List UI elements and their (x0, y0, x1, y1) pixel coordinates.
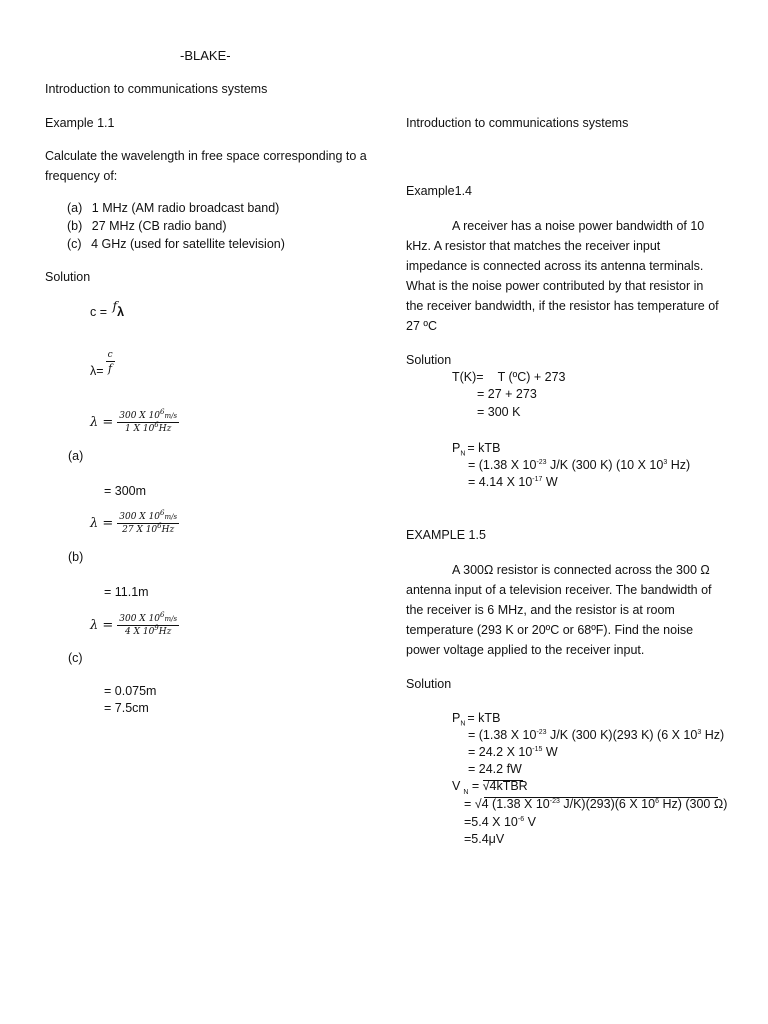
example-1-4-title: Example1.4 (406, 184, 473, 198)
fraction-part-a: λ = $\frac{300 X 10^6m/s}{1 X 10^6Hz}$ (90, 408, 178, 434)
part-c-label: (c) (68, 651, 83, 665)
temperature-conversion: T(K)= T (ºC) + 273 (452, 370, 566, 384)
example-1-5-problem: A 300Ω resistor is connected across the 300 Ω antenna input of a television receiver. The bandwidth of the receiver is 6 MHz, and the resistor is at room temperature (293 K or 20ºC or 68ºF). Find the noise power voltage applied to the receiver input. (406, 563, 712, 657)
radical-overline-formula (483, 780, 523, 781)
example-1-5-title: EXAMPLE 1.5 (406, 528, 486, 542)
noise-voltage-result: =5.4μV (464, 832, 505, 846)
example-1-4-problem: A receiver has a noise power bandwidth of 10 kHz. A resistor that matches the receiver input impedance is connected across its antenna terminals. What is the noise power contributed by that resistor in the receiver bandwidth, if the resistor has temperature of 27 ºC (406, 219, 719, 333)
list-item (67, 201, 279, 217)
noise-voltage-step-1: = √4 (1.38 X $10^{-23}$ J/K)(293)(6 X $10^6$ Hz) (300 Ω) (464, 797, 728, 811)
noise-power-formula-2: $P_N$ = kTB (452, 711, 501, 728)
noise-power-2-step-2: = 24.2 X $10^{-15}$ W (468, 745, 558, 759)
list-item-mark: (b) (67, 219, 83, 233)
list-item-mark: (c) (67, 237, 82, 251)
author-header: -BLAKE- (180, 48, 231, 63)
part-c-result-m: = 0.075m (104, 684, 157, 698)
example-1-5-solution-label: Solution (406, 677, 452, 691)
example-1-4-solution-label: Solution (406, 353, 452, 367)
fraction-part-c: λ = $\frac{300 X 10^6m/s}{4 X 10^9Hz}$ (90, 611, 178, 637)
part-a-label: (a) (68, 449, 84, 463)
left-subject-heading: Introduction to communications systems (45, 82, 268, 96)
left-solution-label: Solution (45, 270, 91, 284)
noise-power-formula: $P_N$ = kTB (452, 441, 501, 458)
noise-power-2-step-1: = (1.38 X $10^{-23}$ J/K (300 K)(293 K) (6 X $10^3$ Hz) (468, 728, 725, 742)
example-1-1-problem: Calculate the wavelength in free space corresponding to a frequency of: (45, 149, 367, 183)
fraction-part-b: λ = $\frac{300 X 10^6m/s}{27 X 10^6Hz}$ (90, 509, 178, 535)
equation-speed-of-light: c = fλ (90, 298, 125, 319)
noise-power-result: = 4.14 X $10^{-17}$ W (468, 475, 558, 489)
noise-voltage-step-2: =5.4 X $10^{-6}$ V (464, 815, 536, 829)
equation-wavelength: λ= c f (90, 349, 113, 378)
noise-voltage-formula: V $_N$ = √4kTBR (452, 779, 528, 796)
noise-power-step-1: = (1.38 X $10^{-23}$ J/K (300 K) (10 X $10^3$ Hz) (468, 458, 691, 472)
part-c-result-cm: = 7.5cm (104, 701, 149, 715)
list-item (67, 237, 285, 253)
list-item (67, 219, 227, 235)
list-item-mark: (a) (67, 201, 83, 215)
part-b-result: = 11.1m (104, 585, 149, 599)
part-b-label: (b) (68, 550, 84, 564)
example-1-1-title: Example 1.1 (45, 116, 115, 130)
list-item-text: 4 GHz (used for satellite television) (91, 237, 285, 251)
part-a-result: = 300m (104, 484, 147, 498)
right-subject-heading: Introduction to communications systems (406, 116, 629, 130)
temperature-step-2: = 27 + 273 (477, 387, 537, 401)
radical-overline-step (484, 797, 718, 798)
temperature-step-3: = 300 K (477, 405, 521, 419)
list-item-text: 27 MHz (CB radio band) (91, 219, 227, 233)
list-item-text: 1 MHz (AM radio broadcast band) (91, 201, 280, 215)
noise-power-2-step-3: = 24.2 fW (468, 762, 522, 776)
